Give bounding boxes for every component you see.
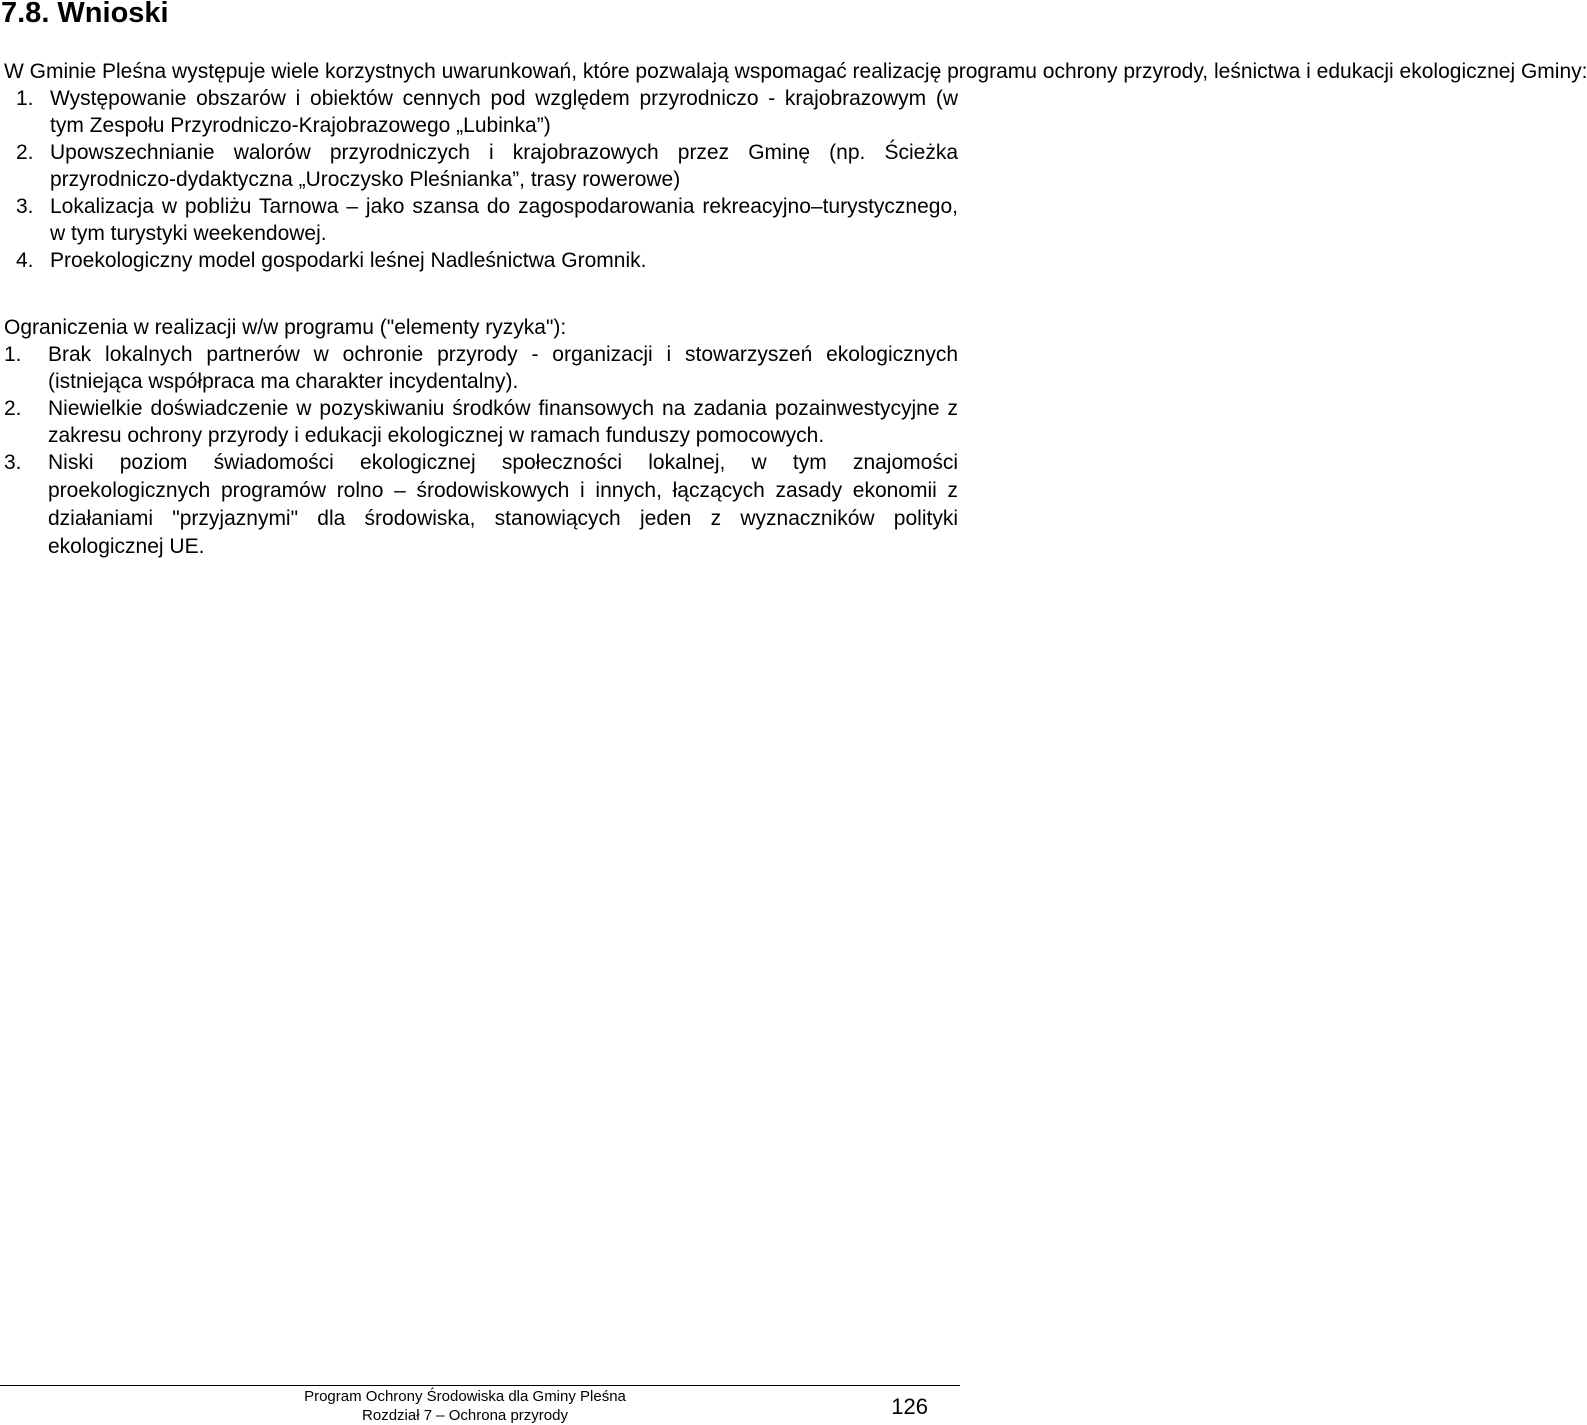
list-item [4, 85, 958, 139]
strengths-list [4, 85, 958, 274]
item-text: Proekologiczny model gospodarki leśnej Nadleśnictwa Gromnik. [50, 249, 647, 272]
list-item [4, 341, 958, 395]
item-text: Niski poziom świadomości ekologicznej społeczności lokalnej, w tym znajomości proekologicznych programów rolno – środowiskowych i innych, łączących zasady ekonomii z działaniami "przyjaznymi" dla środowiska, stanowiących jeden z wyznaczników polityki ekologicznej UE. [48, 451, 958, 558]
limitations-list [4, 341, 958, 561]
item-text: Brak lokalnych partnerów w ochronie przyrody - organizacji i stowarzyszeń ekologicznych (istniejąca współpraca ma charakter incydentalny). [48, 343, 958, 393]
intro-paragraph: W Gminie Pleśna występuje wiele korzystnych uwarunkowań, które pozwalają wspomagać realizację programu ochrony przyrody, leśnictwa i edukacji ekologicznej Gminy: [4, 60, 1587, 83]
item-text: Niewielkie doświadczenie w pozyskiwaniu środków finansowych na zadania pozainwestycyjne z zakresu ochrony przyrody i edukacji ekologicznej w ramach funduszy pomocowych. [48, 397, 958, 447]
list-item [4, 395, 958, 449]
limitations-title: Ograniczenia w realizacji w/w programu ("elementy ryzyka"): [4, 316, 567, 339]
limitations-section [4, 314, 958, 561]
list-item [4, 139, 958, 193]
body-text [4, 58, 1587, 561]
list-item [4, 193, 958, 247]
list-item [4, 247, 958, 274]
item-number: 1. [16, 87, 34, 110]
footer [290, 1387, 640, 1425]
page-number: 126 [891, 1394, 928, 1419]
item-number: 2. [16, 141, 34, 164]
item-text: Występowanie obszarów i obiektów cennych pod względem przyrodniczo - krajobrazowym (w tym Zespołu Przyrodniczo-Krajobrazowego „Lubinka”) [50, 87, 958, 137]
item-number: 3. [16, 195, 34, 218]
list-item [4, 449, 958, 561]
item-text: Lokalizacja w pobliżu Tarnowa – jako szansa do zagospodarowania rekreacyjno–turystycznego, w tym turystyki weekendowej. [50, 195, 958, 245]
footer-program-title: Program Ochrony Środowiska dla Gminy Pleśna [304, 1388, 626, 1405]
item-number: 4. [16, 249, 34, 272]
footer-divider [0, 1385, 960, 1386]
item-number: 1. [4, 343, 22, 366]
footer-chapter-title: Rozdział 7 – Ochrona przyrody [362, 1407, 568, 1424]
item-text: Upowszechnianie walorów przyrodniczych i krajobrazowych przez Gminę (np. Ścieżka przyrodniczo-dydaktyczna „Uroczysko Pleśnianka”, trasy rowerowe) [50, 141, 958, 191]
item-number: 3. [4, 451, 22, 474]
section-heading: 7.8. Wnioski [1, 0, 169, 29]
item-number: 2. [4, 397, 22, 420]
